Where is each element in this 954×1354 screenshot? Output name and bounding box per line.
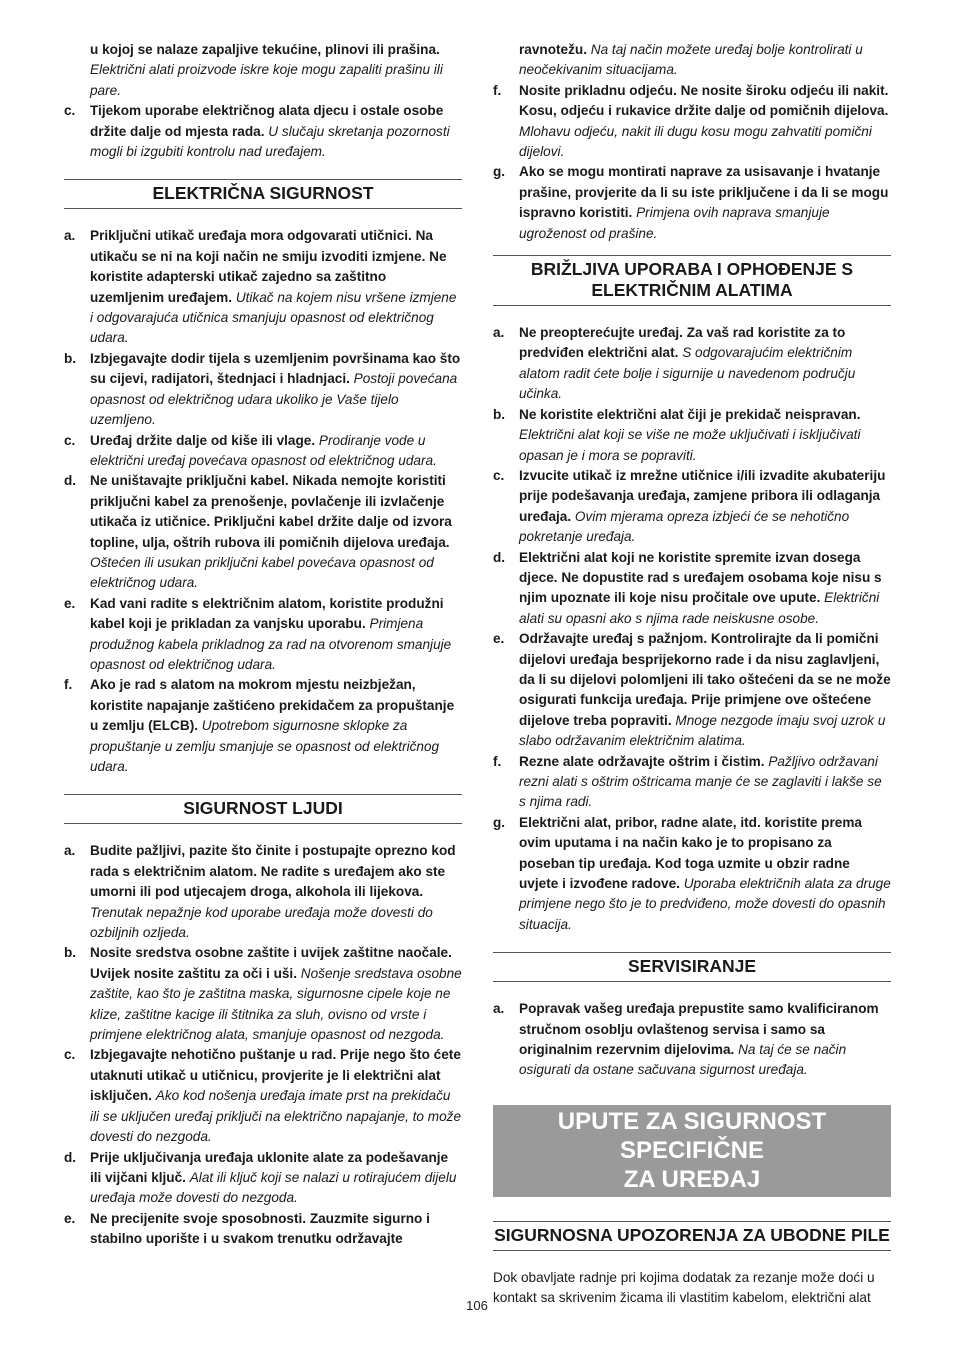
list-item bbox=[64, 841, 462, 943]
section-heading-jigsaw: SIGURNOSNA UPOZORENJA ZA UBODNE PILE bbox=[493, 1221, 891, 1251]
item-letter: b. bbox=[64, 350, 77, 366]
list-item bbox=[493, 548, 891, 630]
item-italic: Na taj će se način osigurati da ostane sačuvana sigurnost uređaja. bbox=[519, 1042, 847, 1078]
item-italic: U slučaju skretanja pozornosti mogli bi izgubiti kontrolu nad uređajem. bbox=[90, 123, 450, 160]
section-heading-care bbox=[493, 255, 891, 306]
item-italic: Mlohavu odjeću, nakit ili dugu kosu mogu zahvatiti pomični dijelovi. bbox=[519, 123, 872, 160]
item-letter: e. bbox=[64, 595, 76, 611]
section-heading-electric: ELEKTRIČNA SIGURNOST bbox=[64, 179, 462, 209]
item-letter: c. bbox=[64, 1047, 76, 1063]
item-italic: Primjena ovih naprava smanjuje ugroženost od prašine. bbox=[519, 205, 830, 241]
item-bold: Električni alat, pribor, radne alate, itd. koristite prema ovim uputama i na način kako je to propisano za poseban tip uređaja. Kod toga uzmite u obzir radne uvjete i izvođene radove. bbox=[519, 814, 862, 892]
item-bold: Ne uništavajte priključni kabel. Nikada nemojte koristiti priključni kabel za prenošenje, povlačenje ili izvlačenje utikača iz utičnice. Priključni kabel držite dalje od izvora topline, ulja, oštrih rubova ili pomičnih dijelova uređaja. bbox=[90, 473, 452, 550]
item-letter: b. bbox=[493, 406, 506, 422]
item-italic: Utikač na kojem nisu vršene izmjene i odgovarajuća utičnica smanjuju opasnost od električnog udara. bbox=[90, 289, 457, 346]
item-letter: d. bbox=[493, 549, 506, 565]
item-italic: Trenutak nepažnje kod uporabe uređaja može dovesti do ozbiljnih ozljeda. bbox=[90, 904, 433, 941]
care-title-line1: BRIŽLJIVA UPORABA I OPHOĐENJE S bbox=[530, 259, 854, 280]
item-bold: Budite pažljivi, pazite što činite i postupajte oprezno kod rada s električnim alatom. Ne radite s uređajem ako ste umorni ili pod utjecajem droga, alkohola ili lijekova. bbox=[90, 843, 456, 900]
item-letter: a. bbox=[64, 843, 76, 859]
item-italic: Postoji povećana opasnost od električnog udara ukoliko je Vaše tijelo uzemljeno. bbox=[90, 371, 458, 428]
item-italic: Prodiranje vode u električni uređaj povećava opasnost od električnog udara. bbox=[90, 432, 437, 468]
list-item bbox=[64, 226, 462, 348]
item-bold: Rezne alate održavajte oštrim i čistim. bbox=[519, 753, 765, 769]
jigsaw-paragraph: Dok obavljate radnje pri kojima dodatak za rezanje može doći u kontakt sa skrivenim žicama ili vlastitim kabelom, električni alat bbox=[493, 1269, 875, 1306]
item-italic: Električni alati su opasni ako s njima rade neiskusne osobe. bbox=[519, 590, 880, 626]
list-item bbox=[64, 349, 462, 431]
list-item-c bbox=[64, 101, 462, 162]
list-item bbox=[493, 813, 891, 935]
item-bold: Popravak vašeg uređaja prepustite samo kvalificiranom stručnom osoblju ovlaštenog servisa i samo sa originalnim rezervnim dijelovima. bbox=[519, 1001, 879, 1058]
intro-bold: u kojoj se nalaze zapaljive tekućine, plinovi ili prašina. bbox=[90, 42, 440, 57]
item-bold: Ne preopterećujte uređaj. Za vaš rad koristite za to predviđen električni alat. bbox=[519, 325, 846, 361]
item-letter: g. bbox=[493, 814, 506, 830]
list-item bbox=[493, 999, 891, 1081]
item-letter: g. bbox=[493, 164, 506, 180]
item-letter: e. bbox=[493, 631, 505, 647]
list-item bbox=[64, 1209, 462, 1250]
section-heading-people: SIGURNOST LJUDI bbox=[64, 794, 462, 824]
item-letter: d. bbox=[64, 1149, 77, 1165]
electric-list bbox=[64, 226, 462, 777]
list-item bbox=[493, 323, 891, 405]
item-bold: Izvucite utikač iz mrežne utičnice i/ili izvadite akubateriju prije podešavanja uređaja, zamjene pribora ili odlaganja uređaja. bbox=[519, 467, 886, 524]
list-item bbox=[493, 405, 891, 466]
intro-paragraph bbox=[64, 40, 462, 101]
item-letter: b. bbox=[64, 945, 77, 961]
intro-italic: Električni alati proizvode iskre koje mogu zapaliti prašinu ili pare. bbox=[90, 62, 443, 98]
item-letter: f. bbox=[493, 753, 502, 769]
intro-paragraph-right bbox=[493, 40, 891, 81]
top-list bbox=[493, 81, 891, 244]
item-bold: Prije uključivanja uređaja uklonite alate za podešavanje ili vijčani ključ. bbox=[90, 1149, 449, 1185]
item-italic: Pažljivo održavani rezni alati s oštrim oštricama manje će se zaglaviti i lakše se s njima radi. bbox=[519, 753, 882, 810]
item-letter: a. bbox=[493, 1001, 505, 1017]
item-italic: Oštećen ili usukan priključni kabel povećava opasnost od električnog udara. bbox=[90, 554, 434, 591]
intro-italic: Na taj način možete uređaj bolje kontrolirati u neočekivanim situacijama. bbox=[519, 42, 863, 78]
item-bold: Izbjegavajte dodir tijela s uzemljenim površinama kao što su cijevi, radijatori, štednjaci i hladnjaci. bbox=[90, 350, 461, 387]
item-bold: Ako je rad s alatom na mokrom mjestu neizbježan, koristite napajanje zaštićeno prekidačem za propuštanje u zemlju (ELCB). bbox=[90, 677, 455, 734]
item-italic: Ako kod nošenja uređaja imate prst na prekidaču ili se uključen uređaj priključi na električno napajanje, to može dovesti do nezgoda. bbox=[90, 1088, 462, 1145]
item-letter: c. bbox=[493, 467, 505, 483]
care-list bbox=[493, 323, 891, 935]
people-list bbox=[64, 841, 462, 1249]
list-item bbox=[64, 943, 462, 1045]
device-safety-title bbox=[493, 1105, 891, 1197]
item-bold: Održavajte uređaj s pažnjom. Kontrolirajte da li pomični dijelovi uređaja besprijekorno rade i da nisu zaglavljeni, da li su dijelovi polomljeni ili tako oštećeni da se ne može osigurati funkcija uređaja. Prije primjene ove oštećene dijelove treba popraviti. bbox=[519, 631, 891, 728]
item-italic: Alat ili ključ koji se nalazi u rotirajućem dijelu uređaja može dovesti do nezgoda. bbox=[90, 1169, 457, 1206]
item-bold: Kad vani radite s električnim alatom, koristite produžni kabel koji je prikladan za vanjsku uporabu. bbox=[90, 595, 444, 632]
item-italic: Uporaba električnih alata za druge primjene nego što je to predviđeno, može dovesti do opasnih situacija. bbox=[519, 876, 891, 932]
list-item bbox=[493, 162, 891, 244]
item-bold: Ne koristite električni alat čiji je prekidač neispravan. bbox=[519, 406, 861, 422]
item-italic: Električni alat koji se više ne može uključivati i isključivati opasan je i mora se popraviti. bbox=[519, 427, 861, 463]
item-italic: Primjena produžnog kabela prikladnog za rad na otvorenom smanjuje opasnost od električnog udara. bbox=[90, 616, 452, 672]
item-bold: Ne precijenite svoje sposobnosti. Zauzmite sigurno i stabilno uporište i u svakom trenutku održavajte bbox=[90, 1210, 430, 1247]
intro-bold: ravnotežu. bbox=[519, 42, 587, 57]
care-title-line2: ELEKTRIČNIM ALATIMA bbox=[591, 280, 793, 301]
item-bold: Ako se mogu montirati naprave za usisavanje i hvatanje prašine, provjerite da li su iste priključene i da li se mogu ispravno koristiti. bbox=[519, 164, 889, 221]
item-italic: Mnoge nezgode imaju svoj uzrok u slabo održavanim električnim alatima. bbox=[519, 712, 886, 749]
item-italic: Ovim mjerama opreza izbjeći će se nehotično pokretanje uređaja. bbox=[519, 508, 850, 545]
item-bold: Uređaj držite dalje od kiše ili vlage. bbox=[90, 432, 316, 448]
section-heading-service: SERVISIRANJE bbox=[493, 952, 891, 982]
device-title-line2: ZA UREĐAJ bbox=[623, 1165, 761, 1193]
item-letter: c. bbox=[64, 103, 76, 119]
list-item bbox=[64, 1148, 462, 1209]
item-letter: e. bbox=[64, 1210, 76, 1226]
list-item bbox=[64, 675, 462, 777]
list-item bbox=[64, 431, 462, 472]
list-item bbox=[493, 752, 891, 813]
item-bold: Priključni utikač uređaja mora odgovarati utičnici. Na utikaču se ni na koji način ne smiju izvoditi izmjene. Ne koristite adapterski utikač zajedno sa zaštitno uzemljenim uređajem. bbox=[90, 228, 447, 305]
item-letter: f. bbox=[493, 82, 502, 98]
item-bold: Nosite sredstva osobne zaštite i uvijek zaštitne naočale. Uvijek nosite zaštitu za oči i uši. bbox=[90, 945, 452, 981]
item-letter: c. bbox=[64, 432, 76, 448]
right-column bbox=[493, 40, 891, 1309]
item-letter: d. bbox=[64, 473, 77, 489]
item-letter: f. bbox=[64, 677, 73, 693]
item-italic: Nošenje sredstava osobne zaštite, kao što je zaštitna maska, sigurnosne cipele koje ne klize, zaštitne kacige ili štitnika za sluh, ovisno od vrste i primjene električnog alata, smanjuje opasnost od nezgoda. bbox=[90, 965, 462, 1043]
item-bold: Izbjegavajte nehotično puštanje u rad. Prije nego što ćete utaknuti utikač u utičnicu, provjerite je li električni alat isključen. bbox=[90, 1047, 461, 1104]
service-list bbox=[493, 999, 891, 1081]
list-item bbox=[493, 466, 891, 548]
list-item bbox=[493, 81, 891, 163]
list-item bbox=[64, 1045, 462, 1147]
item-italic: S odgovarajućim električnim alatom radit ćete bolje i sigurnije u navedenom području učinka. bbox=[519, 345, 856, 402]
item-italic: Upotrebom sigurnosne sklopke za propuštanje u zemlju smanjuje se opasnost od električnog udara. bbox=[90, 718, 440, 774]
item-bold: Nosite prikladnu odjeću. Ne nosite široku odjeću ili nakit. Kosu, odjeću i rukavice držite dalje od pomičnih dijelova. bbox=[519, 82, 889, 119]
item-letter: a. bbox=[493, 325, 505, 341]
device-title-line1: UPUTE ZA SIGURNOST SPECIFIČNE bbox=[557, 1107, 827, 1164]
item-bold: Električni alat koji ne koristite spremite izvan dosega djece. Ne dopustite rad s uređajem osobama koje nisu s njim upoznate ili koje nisu pročitale ove upute. bbox=[519, 549, 882, 606]
list-item bbox=[493, 629, 891, 751]
page-number: 106 bbox=[466, 1298, 488, 1313]
left-column bbox=[64, 40, 462, 1250]
item-letter: a. bbox=[64, 228, 76, 244]
list-item bbox=[64, 594, 462, 676]
item-bold: Tijekom uporabe električnog alata djecu i ostale osobe držite dalje od mjesta rada. bbox=[90, 103, 444, 139]
list-item bbox=[64, 471, 462, 593]
